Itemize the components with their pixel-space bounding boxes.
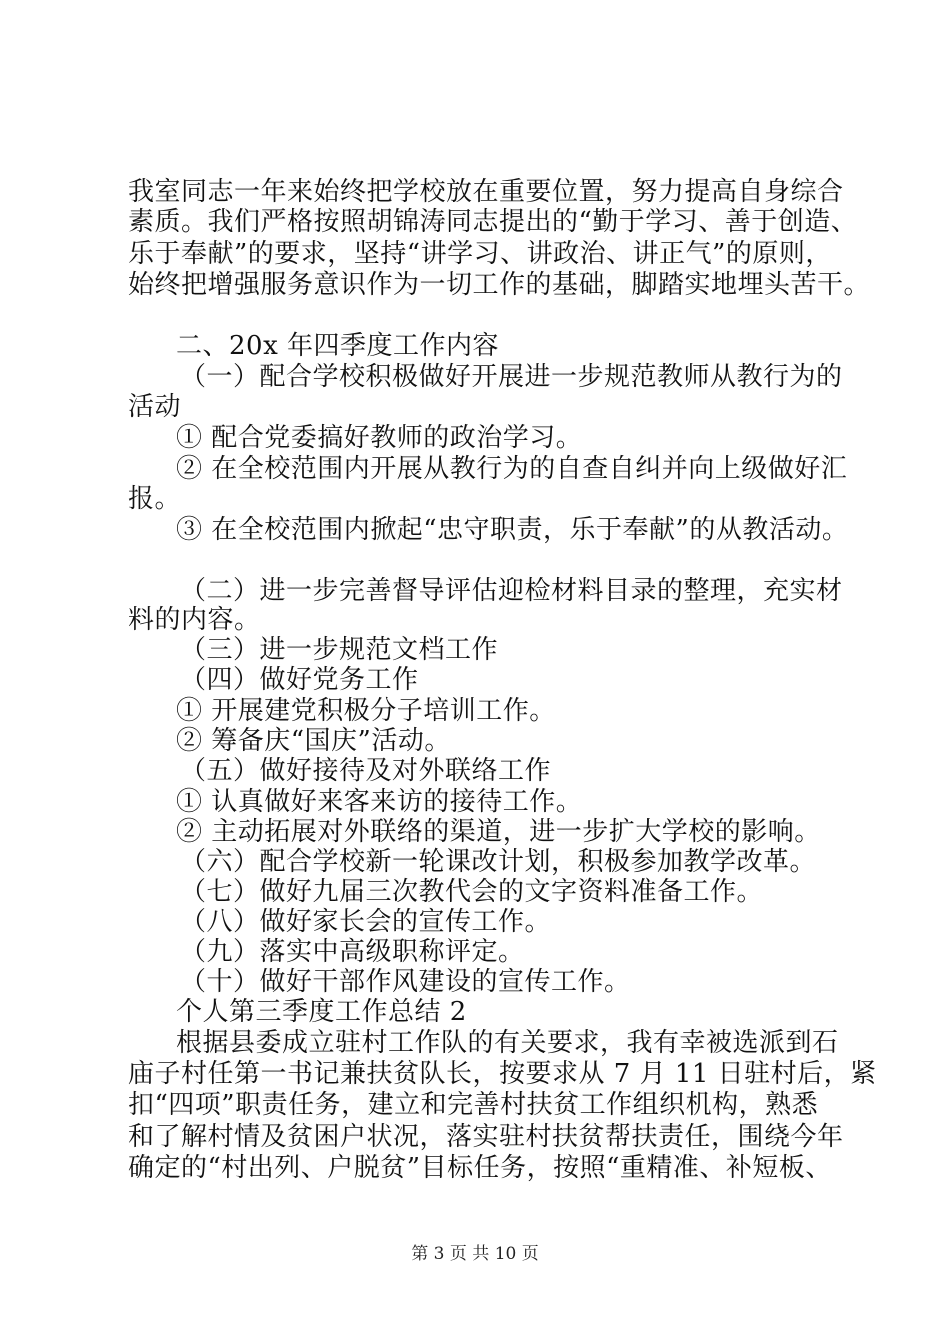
list-item: （二）进一步完善督导评估迎检材料目录的整理，充实材 bbox=[180, 576, 843, 606]
sub-item: ① 开展建党积极分子培训工作。 bbox=[176, 696, 556, 726]
paragraph-line: 我室同志一年来始终把学校放在重要位置，努力提高自身综合 bbox=[128, 177, 844, 207]
list-item: （九）落实中高级职称评定。 bbox=[180, 937, 525, 967]
paragraph-line: 扣“四项”职责任务，建立和完善村扶贫工作组织机构，熟悉 bbox=[128, 1090, 819, 1120]
paragraph-line: 始终把增强服务意识作为一切工作的基础，脚踏实地埋头苦干。 bbox=[128, 270, 871, 300]
list-item: （三）进一步规范文档工作 bbox=[180, 635, 499, 665]
paragraph-line: 确定的“村出列、户脱贫”目标任务，按照“重精准、补短板、 bbox=[128, 1153, 832, 1183]
list-item: （一）配合学校积极做好开展进一步规范教师从教行为的 bbox=[180, 362, 843, 392]
list-item-continuation: 料的内容。 bbox=[128, 605, 261, 635]
paragraph-line: 素质。我们严格按照胡锦涛同志提出的“勤于学习、善于创造、 bbox=[128, 207, 858, 237]
list-item: （十）做好干部作风建设的宣传工作。 bbox=[180, 967, 631, 997]
sub-item: ③ 在全校范围内掀起“忠守职责，乐于奉献”的从教活动。 bbox=[176, 515, 849, 545]
paragraph-line: 根据县委成立驻村工作队的有关要求，我有幸被选派到石 bbox=[176, 1028, 839, 1058]
sub-item: ② 在全校范围内开展从教行为的自查自纠并向上级做好汇 bbox=[176, 454, 848, 484]
document-title: 个人第三季度工作总结 2 bbox=[176, 997, 467, 1027]
paragraph-line: 和了解村情及贫困户状况，落实驻村扶贫帮扶责任，围绕今年 bbox=[128, 1122, 844, 1152]
page-footer: 第 3 页 共 10 页 bbox=[411, 1244, 539, 1264]
list-item-continuation: 活动 bbox=[128, 392, 182, 422]
sub-item: ② 主动拓展对外联络的渠道，进一步扩大学校的影响。 bbox=[176, 817, 821, 847]
list-item: （五）做好接待及对外联络工作 bbox=[180, 756, 552, 786]
paragraph-line: 庙子村任第一书记兼扶贫队长，按要求从 7 月 11 日驻村后，紧 bbox=[128, 1059, 877, 1089]
list-item: （四）做好党务工作 bbox=[180, 665, 419, 695]
sub-item: ① 配合党委搞好教师的政治学习。 bbox=[176, 423, 583, 453]
section-heading: 二、20x 年四季度工作内容 bbox=[176, 331, 500, 361]
list-item: （六）配合学校新一轮课改计划，积极参加教学改革。 bbox=[180, 847, 817, 877]
list-item: （八）做好家长会的宣传工作。 bbox=[180, 907, 552, 937]
sub-item: ② 筹备庆“国庆”活动。 bbox=[176, 726, 451, 756]
paragraph-line: 乐于奉献”的要求，坚持“讲学习、讲政治、讲正气”的原则， bbox=[128, 239, 832, 269]
list-item: （七）做好九届三次教代会的文字资料准备工作。 bbox=[180, 877, 764, 907]
sub-item: ① 认真做好来客来访的接待工作。 bbox=[176, 787, 583, 817]
sub-item-continuation: 报。 bbox=[128, 484, 182, 514]
